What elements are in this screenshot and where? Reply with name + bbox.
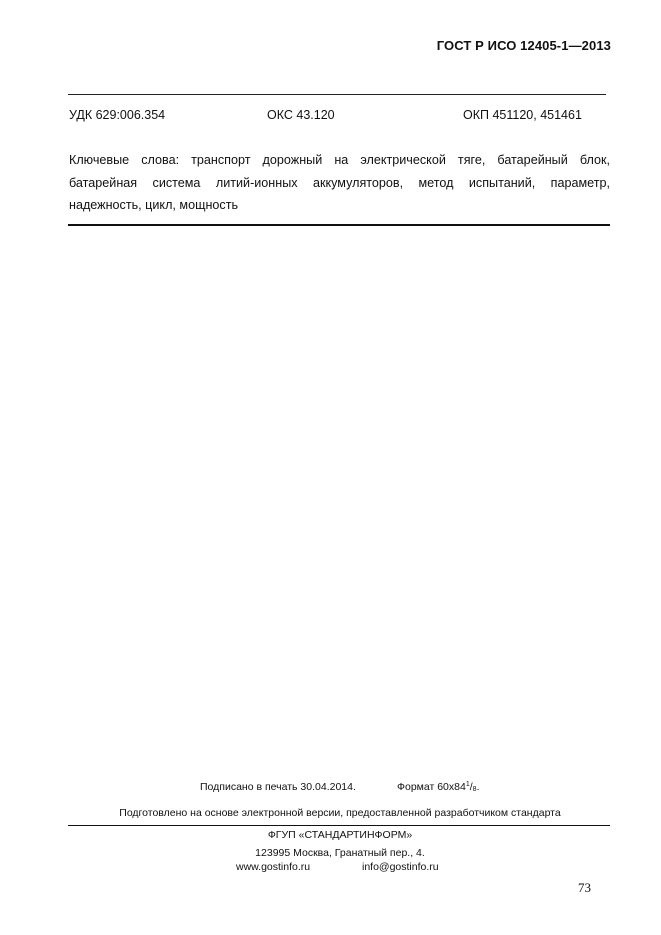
- header-divider: [68, 94, 606, 95]
- imprint-divider: [68, 825, 610, 826]
- prepared-note: Подготовлено на основе электронной версии, предоставленной разработчиком стандарта: [119, 807, 561, 819]
- okp-code: ОКП 451120, 451461: [463, 108, 582, 122]
- paper-format: Формат $60x84^1/_8$.: [397, 781, 480, 793]
- paper-format-numerator: 1: [465, 781, 470, 788]
- publisher-website-link[interactable]: www.gostinfo.ru: [236, 861, 311, 873]
- document-code: ГОСТ Р ИСО 12405-1—2013: [436, 38, 611, 53]
- oks-code: ОКС 43.120: [267, 108, 335, 122]
- paper-format-prefix: Формат 60x84: [397, 781, 466, 793]
- udk-code: УДК 629:006.354: [69, 108, 166, 122]
- keywords-paragraph: Ключевые слова: транспорт дорожный на электрической тяге, батарейный блок, батарейная система литий-ионных аккумуляторов, метод испытаний, параметр, надежность, цикл, мощность: [69, 153, 610, 212]
- paper-format-denominator: 8: [472, 786, 477, 793]
- publisher-name: ФГУП «СТАНДАРТИНФОРМ»: [267, 829, 413, 841]
- signed-to-print: Подписано в печать 30.04.2014.: [200, 781, 356, 793]
- publisher-address: 123995 Москва, Гранатный пер., 4.: [255, 847, 425, 859]
- paper-format-suffix: .: [476, 781, 480, 793]
- keywords-divider: [68, 224, 610, 226]
- publisher-email-link[interactable]: info@gostinfo.ru: [362, 861, 439, 873]
- page-number: 73: [578, 880, 591, 895]
